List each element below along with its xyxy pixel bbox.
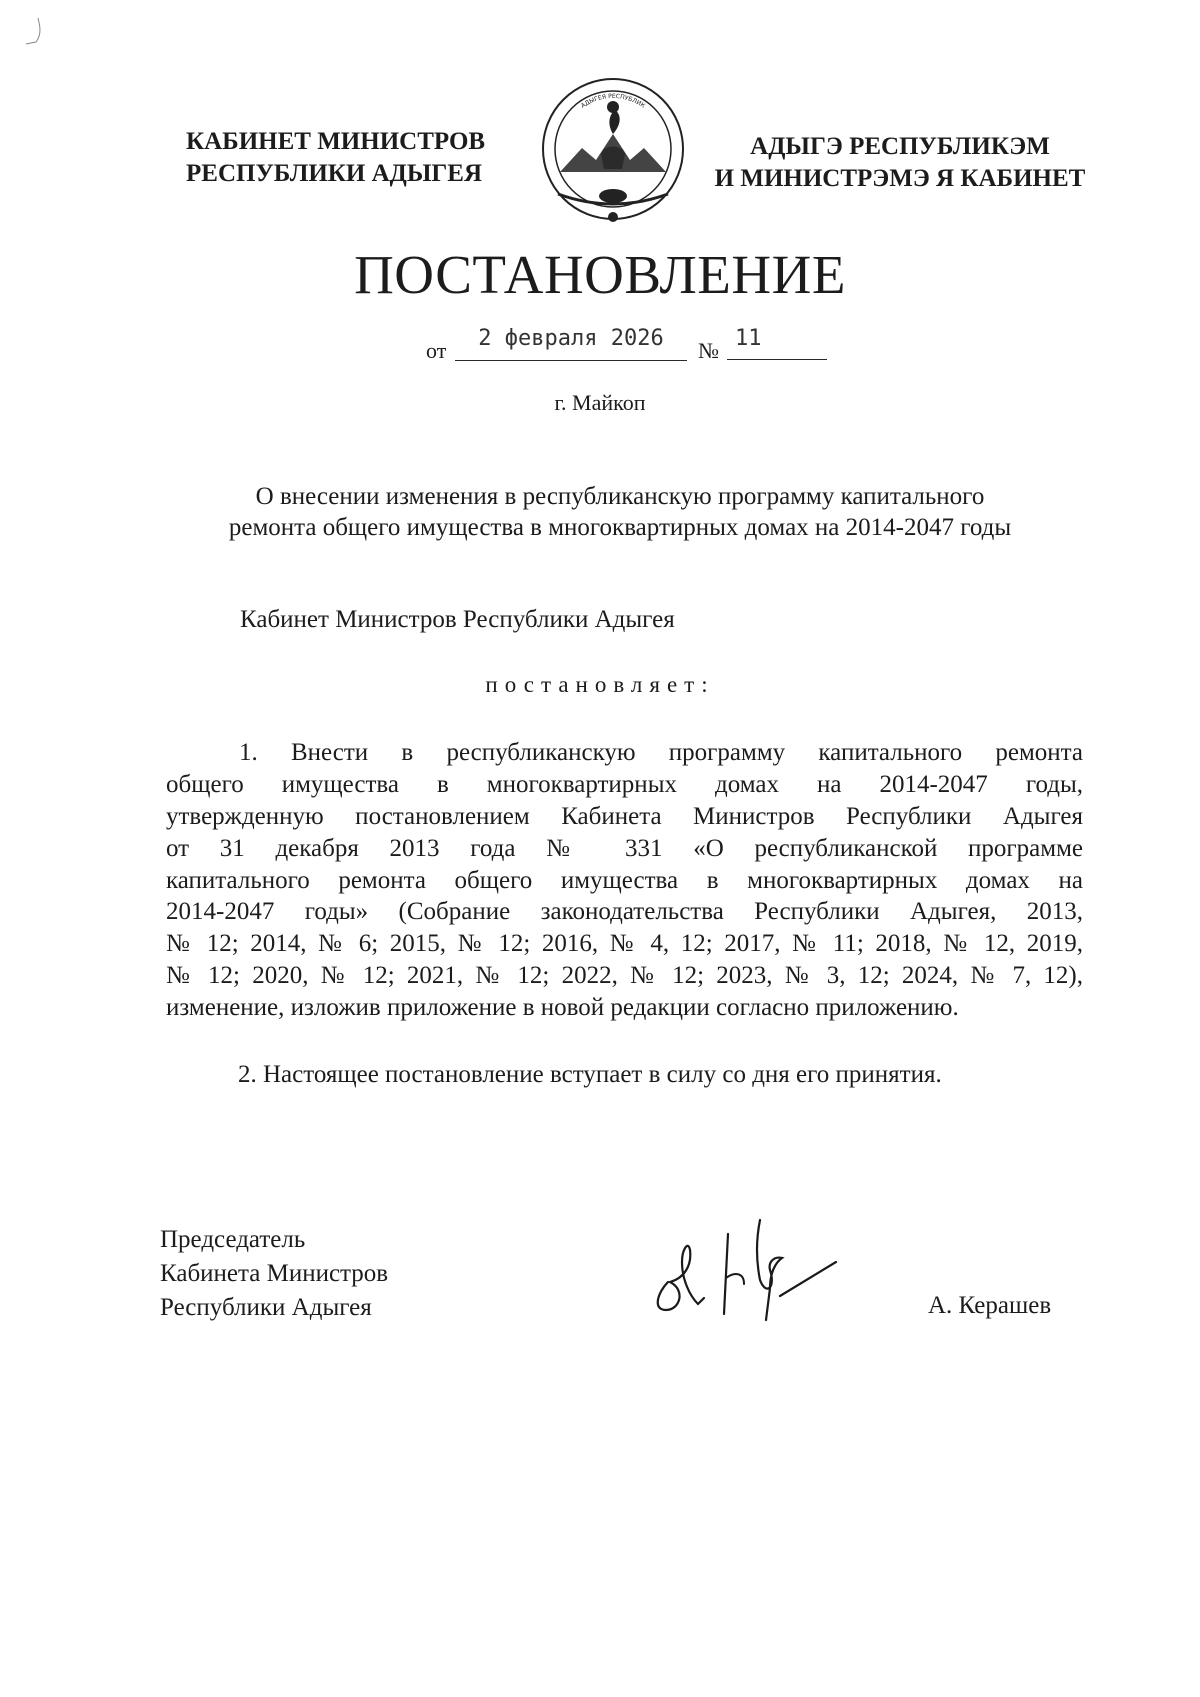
document-title: ПОСТАНОВЛЕНИЕ [354,244,846,305]
document-number: 11 [727,326,827,360]
clause-1-line: № 12; 2014, № 6; 2015, № 12; 2016, № 4, 12; 2017, № 11; 2018, № 12, 2019, [166,930,1083,958]
header-right-line: АДЫГЭ РЕСПУБЛИКЭМ [750,133,1050,160]
date-prefix: от [426,338,447,363]
document-date: 2 февраля 2026 [455,326,687,361]
clause-1 [166,737,1083,1024]
coat-of-arms-icon [538,74,688,229]
clause-1-line: 1. Внести в республиканскую программу капитального ремонта [239,739,1083,766]
signer-position-line: Председатель [160,1226,306,1253]
signer-position-line: Кабинета Министров [160,1260,389,1287]
document-subject [160,481,1080,543]
clause-1-line: изменение, изложив приложение в новой редакции согласно приложению. [166,994,959,1022]
clause-1-line: от 31 декабря 2013 года № 331 «О республиканской программе [166,834,1083,862]
header-left-block [186,126,516,190]
subject-line: О внесении изменения в республиканскую программу капитального [255,483,985,510]
clause-1-line: № 12; 2020, № 12; 2021, № 12; 2022, № 12; 2023, № 3, 12; 2024, № 7, 12), [166,962,1083,990]
issuer: Кабинет Министров Республики Адыгея [240,606,675,633]
header-left-line: КАБИНЕТ МИНИСТРОВ [186,128,486,155]
clause-1-line: капитального ремонта общего имущества в многоквартирных домах на [166,866,1083,894]
clause-1-line: общего имущества в многоквартирных домах на 2014-2047 годы, [166,770,1083,798]
emblem-label: АДЫГЕЯ РЕСПУБЛИК [579,92,647,110]
header-right-line: И МИНИСТРЭМЭ Я КАБИНЕТ [714,165,1086,192]
subject-line: ремонта общего имущества в многоквартирных домах на 2014-2047 годы [228,514,1012,541]
city: г. Майкоп [554,390,646,415]
signer-position [160,1223,388,1325]
header-left-line: РЕСПУБЛИКИ АДЫГЕЯ [186,160,483,187]
number-prefix: № [698,338,719,363]
clause-1-line: 2014-2047 годы» (Собрание законодательства Республики Адыгея, 2013, [166,898,1083,926]
clause-2: 2. Настоящее постановление вступает в силу со дня его принятия. [238,1061,942,1088]
resolves-word: постановляет: [485,672,715,697]
handwritten-signature-icon [640,1200,840,1330]
scan-corner-mark-icon [24,16,54,46]
header-right-block [690,131,1110,195]
signer-name: А. Керашев [928,1292,1052,1319]
signer-position-line: Республики Адыгея [160,1294,372,1321]
clause-1-line: утвержденную постановлением Кабинета Министров Республики Адыгея [166,802,1083,830]
